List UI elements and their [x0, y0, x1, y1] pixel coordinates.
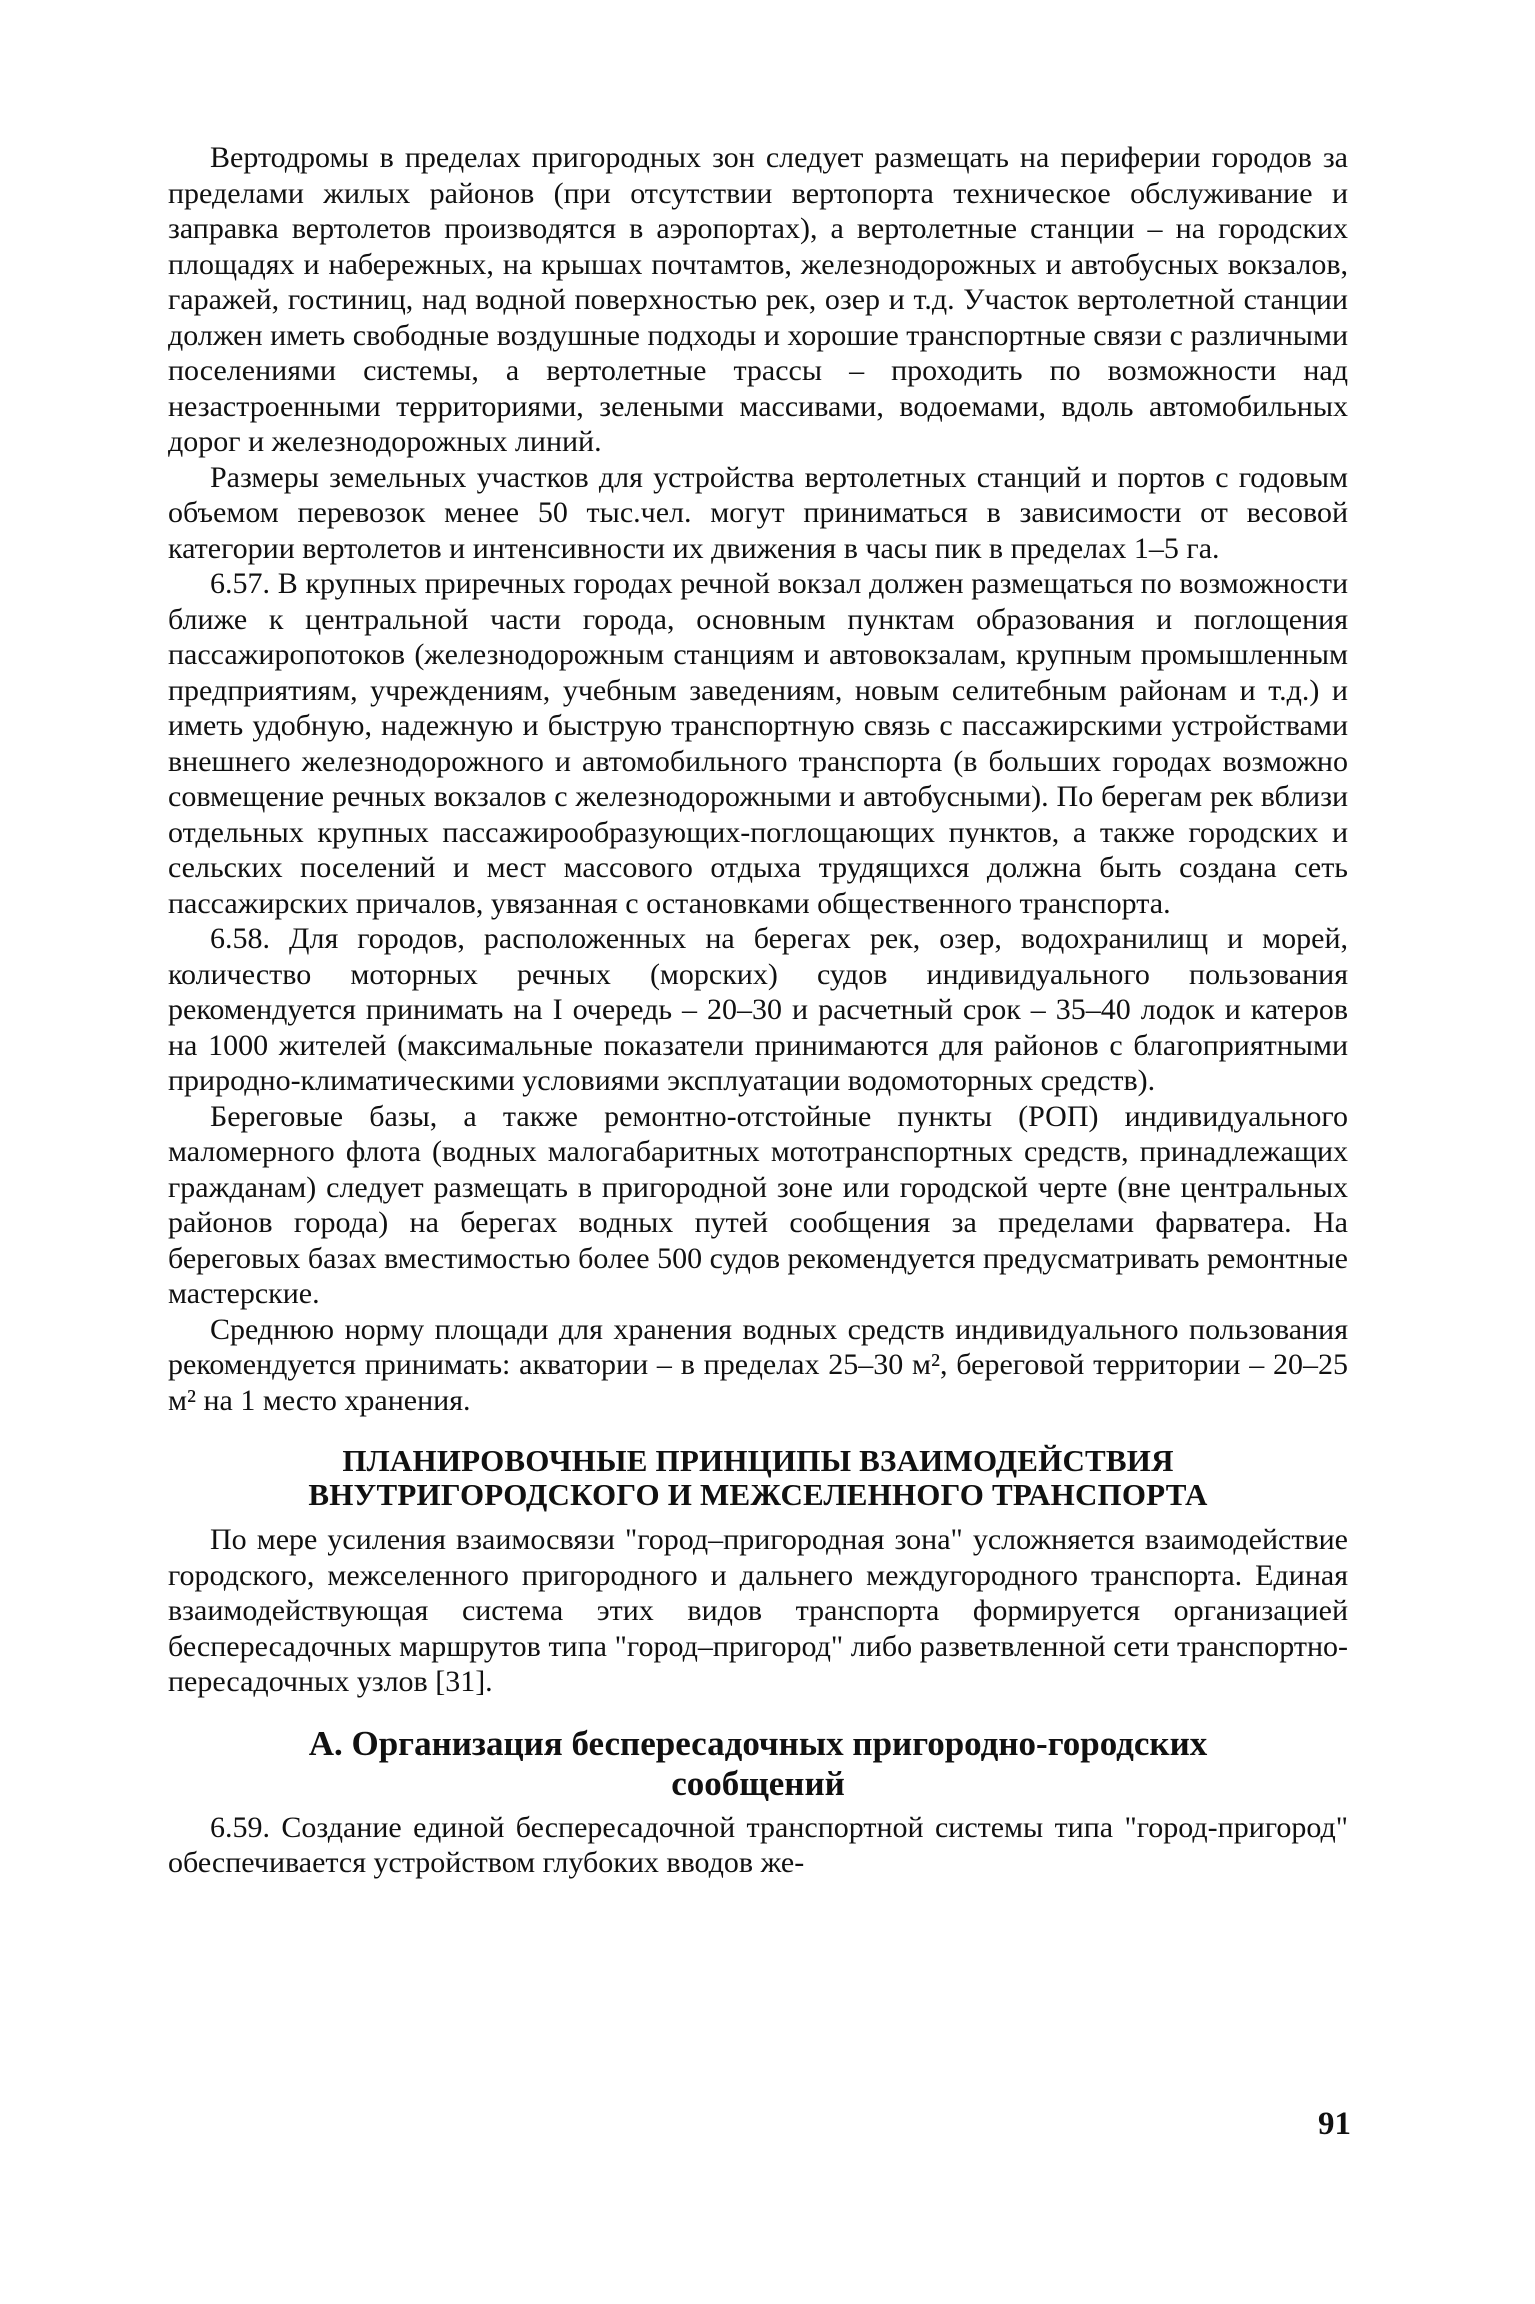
section-heading	[168, 1444, 1348, 1512]
subsection-heading-line-2: сообщений	[671, 1763, 845, 1803]
section-heading-line-1: ПЛАНИРОВОЧНЫЕ ПРИНЦИПЫ ВЗАИМОДЕЙСТВИЯ	[342, 1443, 1174, 1478]
paragraph-heliports: Вертодромы в пределах пригородных зон следует размещать на периферии городов за пределами жилых районов (при отсутствии вертопорта техническое обслуживание и заправка вертолетов производятся в аэропортах), а вертолетные станции – на городских площадях и набережных, на крышах почтамтов, железнодорожных и автобусных вокзалов, гаражей, гостиниц, над водной поверхностью рек, озер и т.д. Участок вертолетной станции должен иметь свободные воздушные подходы и хорошие транспортные связи с различными поселениями системы, а вертолетные трассы – проходить по возможности над незастроенными территориями, зелеными массивами, водоемами, вдоль автомобильных дорог и железнодорожных линий.	[168, 141, 1348, 458]
paragraph-coastal-bases: Береговые базы, а также ремонтно-отстойные пункты (РОП) индивидуального маломерного флота (водных малогабаритных мототранспортных средств, принадлежащих гражданам) следует размещать в пригородной зоне или городской черте (вне центральных районов города) на берегах водных путей сообщения за пределами фарватера. На береговых базах вместимостью более 500 судов рекомендуется предусматривать ремонтные мастерские.	[168, 1099, 1348, 1310]
paragraph-land-plot-sizes: Размеры земельных участков для устройства вертолетных станций и портов с годовым объемом перевозок менее 50 тыс.чел. могут приниматься в зависимости от весовой категории вертолетов и интенсивности их движения в часы пик в пределах 1–5 га.	[168, 460, 1348, 565]
subsection-heading-line-1: А. Организация беспересадочных пригородно-городских	[308, 1723, 1208, 1763]
paragraph-interaction: По мере усиления взаимосвязи "город–пригородная зона" усложняется взаимодействие городского, межселенного пригородного и дальнего междугородного транспорта. Единая взаимодействующая система этих видов транспорта формируется организацией беспересадочных маршрутов типа "город–пригород" либо разветвленной сети транспортно-пересадочных узлов [31].	[168, 1523, 1348, 1698]
page-body	[168, 140, 1348, 1881]
paragraph-6-58: 6.58. Для городов, расположенных на берегах рек, озер, водохранилищ и морей, количество моторных речных (морских) судов индивидуального пользования рекомендуется принимать на I очередь – 20–30 и расчетный срок – 35–40 лодок и катеров на 1000 жителей (максимальные показатели принимаются для районов с благоприятными природно-климатическими условиями эксплуатации водомоторных средств).	[168, 922, 1348, 1097]
page-number: 91	[1318, 2106, 1351, 2142]
paragraph-6-59: 6.59. Создание единой беспересадочной транспортной системы типа "город-пригород" обеспечивается устройством глубоких вводов же-	[168, 1810, 1348, 1879]
paragraph-6-57: 6.57. В крупных приречных городах речной вокзал должен размещаться по возможности ближе к центральной части города, основным пунктам образования и поглощения пассажиропотоков (железнодорожным станциям и автовокзалам, крупным промышленным предприятиям, учреждениям, учебным заведениям, новым селитебным районам и т.д.) и иметь удобную, надежную и быструю транспортную связь с пассажирскими устройствами внешнего железнодорожного и автомобильного транспорта (в больших городах возможно совмещение речных вокзалов с железнодорожными и автобусными). По берегам рек вблизи отдельных крупных пассажирообразующих-поглощающих пунктов, а также городских и сельских поселений и мест массового отдыха трудящихся должна быть создана сеть пассажирских причалов, увязанная с остановками общественного транспорта.	[168, 567, 1348, 920]
paragraph-storage-norm: Среднюю норму площади для хранения водных средств индивидуального пользования рекомендуется принимать: акватории – в пределах 25–30 м², береговой территории – 20–25 м² на 1 место хранения.	[168, 1312, 1348, 1417]
section-heading-line-2: ВНУТРИГОРОДСКОГО И МЕЖСЕЛЕННОГО ТРАНСПОРТА	[308, 1477, 1208, 1512]
subsection-heading	[168, 1724, 1348, 1804]
